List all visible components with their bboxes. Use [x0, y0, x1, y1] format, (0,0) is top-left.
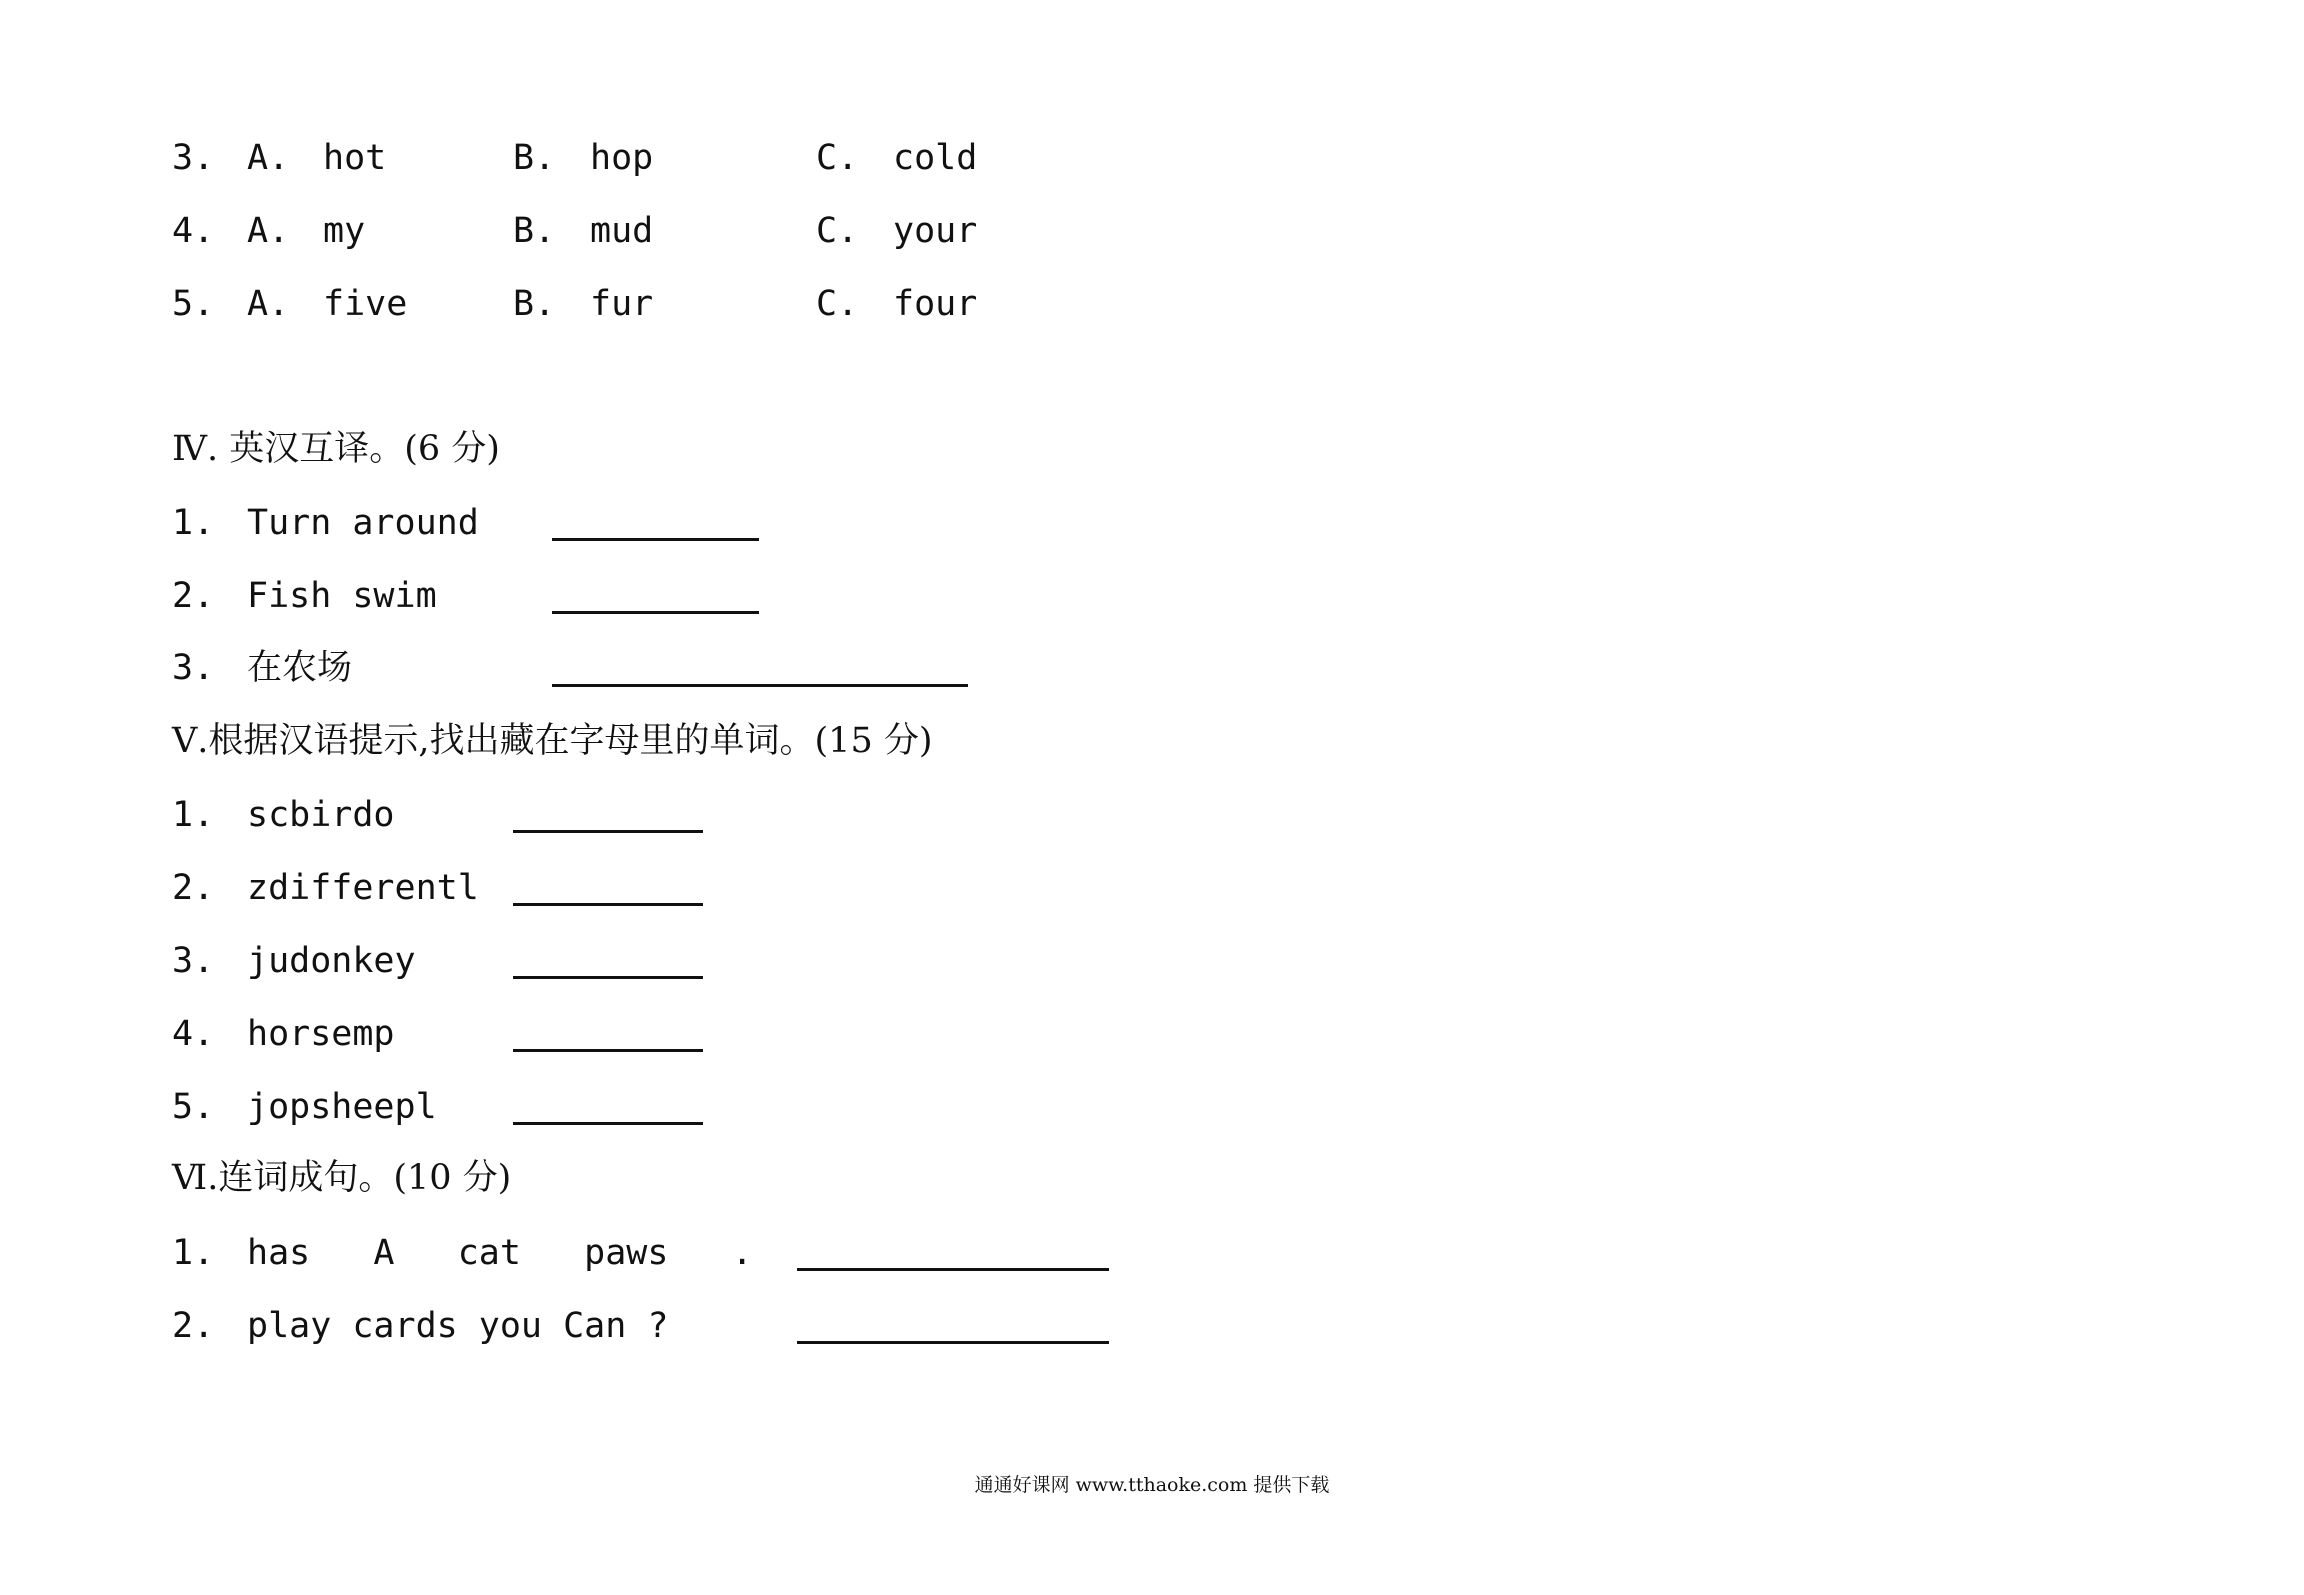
question-number: 4.	[172, 1014, 215, 1054]
answer-blank[interactable]	[513, 1122, 703, 1125]
option-b-label: B.	[513, 138, 556, 178]
translate-prompt: Fish swim	[247, 576, 437, 616]
question-number: 3.	[172, 138, 215, 178]
option-b-text: mud	[590, 211, 654, 251]
question-number: 3.	[172, 941, 215, 981]
answer-blank[interactable]	[513, 1049, 703, 1052]
answer-blank[interactable]	[552, 684, 968, 687]
letter-puzzle: jopsheepl	[247, 1087, 437, 1127]
question-number: 2.	[172, 1306, 215, 1346]
section-4-title: Ⅳ. 英汉互译。(6 分)	[172, 429, 500, 469]
question-number: 4.	[172, 211, 215, 251]
question-number: 2.	[172, 868, 215, 908]
translate-prompt: Turn around	[247, 503, 479, 543]
option-c-label: C.	[816, 138, 859, 178]
option-c-label: C.	[816, 284, 859, 324]
question-number: 2.	[172, 576, 215, 616]
page-footer: 通通好课网 www.tthaoke.com 提供下载	[974, 1474, 1330, 1496]
option-a-label: A.	[247, 284, 290, 324]
question-number: 5.	[172, 1087, 215, 1127]
question-number: 3.	[172, 648, 215, 688]
section-5-title: Ⅴ.根据汉语提示,找出藏在字母里的单词。(15 分)	[172, 721, 933, 761]
question-number: 1.	[172, 1233, 215, 1273]
letter-puzzle: zdifferentl	[247, 868, 479, 908]
question-number: 1.	[172, 795, 215, 835]
option-b-text: fur	[590, 284, 654, 324]
translate-prompt: 在农场	[247, 648, 353, 688]
question-number: 1.	[172, 503, 215, 543]
answer-blank[interactable]	[513, 830, 703, 833]
option-a-text: hot	[323, 138, 387, 178]
option-a-label: A.	[247, 138, 290, 178]
word-order-prompt: play cards you Can ?	[247, 1306, 669, 1346]
answer-blank[interactable]	[797, 1268, 1109, 1271]
option-a-text: my	[323, 211, 366, 251]
letter-puzzle: horsemp	[247, 1014, 395, 1054]
answer-blank[interactable]	[513, 976, 703, 979]
option-c-text: cold	[893, 138, 978, 178]
word-order-prompt: has A cat paws .	[247, 1233, 753, 1273]
option-b-text: hop	[590, 138, 654, 178]
answer-blank[interactable]	[552, 538, 759, 541]
option-b-label: B.	[513, 211, 556, 251]
option-c-text: your	[893, 211, 978, 251]
option-b-label: B.	[513, 284, 556, 324]
option-a-text: five	[323, 284, 408, 324]
letter-puzzle: judonkey	[247, 941, 416, 981]
option-c-text: four	[893, 284, 978, 324]
letter-puzzle: scbirdo	[247, 795, 395, 835]
answer-blank[interactable]	[513, 903, 703, 906]
answer-blank[interactable]	[552, 611, 759, 614]
section-6-title: Ⅵ.连词成句。(10 分)	[172, 1158, 512, 1198]
option-a-label: A.	[247, 211, 290, 251]
option-c-label: C.	[816, 211, 859, 251]
answer-blank[interactable]	[797, 1341, 1109, 1344]
question-number: 5.	[172, 284, 215, 324]
